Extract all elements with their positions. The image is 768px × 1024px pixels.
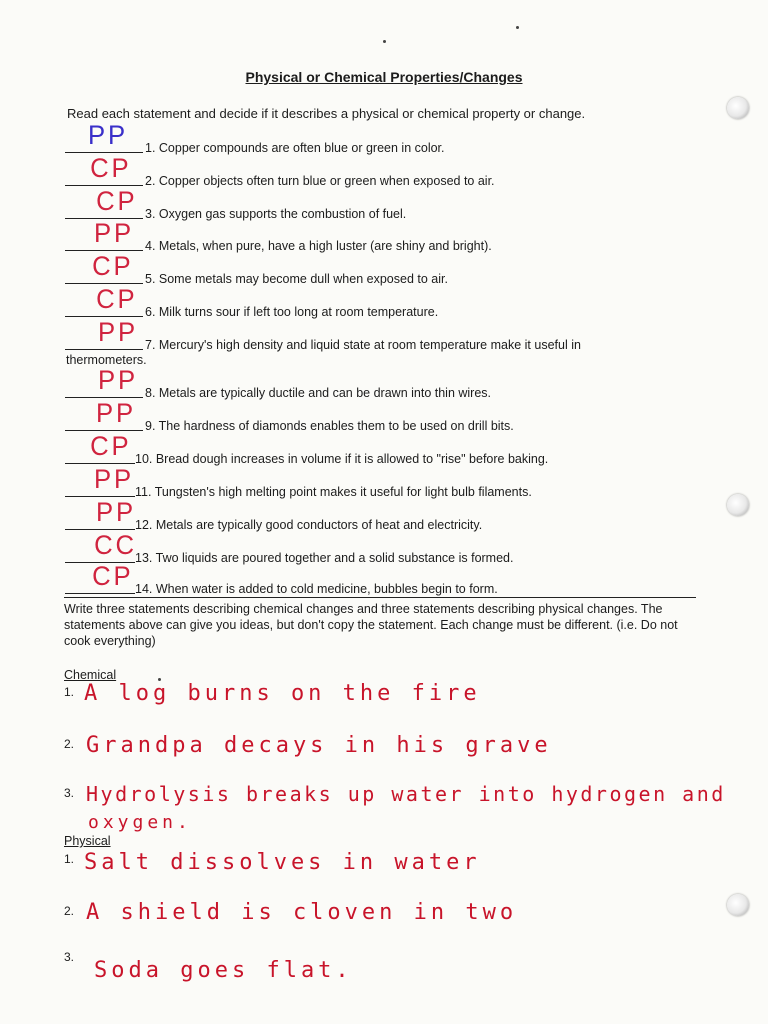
question-row [65,284,705,321]
chemical-answer-3-continuation: oxygen. [88,812,192,833]
divider-line [64,597,696,598]
answer-handwritten: PP [88,120,128,150]
question-row [65,251,705,288]
punch-hole-middle [727,494,749,516]
answer-handwritten: PP [94,218,134,248]
answer-number: 1. [64,852,75,866]
speck [383,40,386,43]
physical-answer-2: A shield is cloven in two [86,900,518,925]
punch-hole-top [727,97,749,119]
answer-handwritten: PP [98,365,138,395]
task-paragraph: Write three statements describing chemical changes and three statements describing physical changes. The statements above can give you ideas, but don't copy the statement. Each change must be different. (i.e. Do not cook everything) [64,602,678,648]
answer-number: 2. [64,904,75,918]
punch-hole-bottom [727,894,749,916]
question-row [65,120,705,157]
question-row [65,561,705,598]
chemical-answer-1: A log burns on the fire [84,681,481,706]
question-row [65,530,705,567]
chemical-heading: Chemical [64,668,117,682]
answer-number: 3. [64,786,75,800]
physical-answer-3: Soda goes flat. [94,958,353,983]
instructions: Read each statement and decide if it describes a physical or chemical property or change. [67,106,586,121]
question-statement: 3. Oxygen gas supports the combustion of fuel. [145,207,407,221]
question-statement: 11. Tungsten's high melting point makes it useful for light bulb filaments. [135,485,532,499]
question-row [65,464,705,501]
question-row [65,497,705,534]
speck [516,26,519,29]
chemical-answer-2: Grandpa decays in his grave [86,733,552,758]
question-statement: 2. Copper objects often turn blue or green when exposed to air. [145,174,495,188]
question-row [65,398,705,435]
question-statement: 1. Copper compounds are often blue or green in color. [145,141,445,155]
answer-handwritten: CP [92,251,134,281]
question-row [65,153,705,190]
answer-handwritten: PP [96,497,136,527]
question-row [65,365,705,402]
physical-heading: Physical [64,834,111,848]
answer-blank [65,349,143,350]
question-statement: 7. Mercury's high density and liquid state at room temperature make it useful in [145,338,581,352]
question-row [65,317,705,354]
answer-handwritten: CP [96,186,138,216]
physical-answer-1: Salt dissolves in water [84,850,481,875]
answer-blank [65,593,135,594]
answer-number: 3. [64,950,75,964]
answer-handwritten: CP [90,153,132,183]
answer-handwritten: CP [96,284,138,314]
answer-number: 1. [64,685,75,699]
question-statement: 9. The hardness of diamonds enables them to be used on drill bits. [145,419,514,433]
question-statement: 10. Bread dough increases in volume if it is allowed to "rise" before baking. [135,452,549,466]
answer-handwritten: PP [96,398,136,428]
question-row [65,186,705,223]
question-statement: 13. Two liquids are poured together and a solid substance is formed. [135,551,514,565]
answer-handwritten: PP [94,464,134,494]
question-statement: 14. When water is added to cold medicine, bubbles begin to form. [135,582,498,596]
answer-handwritten: CP [92,561,134,591]
chemical-answer-3: Hydrolysis breaks up water into hydrogen and [86,782,726,806]
answer-number: 2. [64,737,75,751]
question-row [65,431,705,468]
question-row [65,218,705,255]
question-statement: 8. Metals are typically ductile and can be drawn into thin wires. [145,386,492,400]
answer-handwritten: CP [90,431,132,461]
answer-handwritten: CC [94,530,137,560]
question-statement: 6. Milk turns sour if left too long at room temperature. [145,305,439,319]
question-statement: 5. Some metals may become dull when exposed to air. [145,272,448,286]
question-statement: 12. Metals are typically good conductors of heat and electricity. [135,518,483,532]
question-continuation: thermometers. [66,353,147,367]
question-statement: 4. Metals, when pure, have a high luster (are shiny and bright). [145,239,492,253]
page-title: Physical or Chemical Properties/Changes [245,69,523,85]
answer-handwritten: PP [98,317,138,347]
